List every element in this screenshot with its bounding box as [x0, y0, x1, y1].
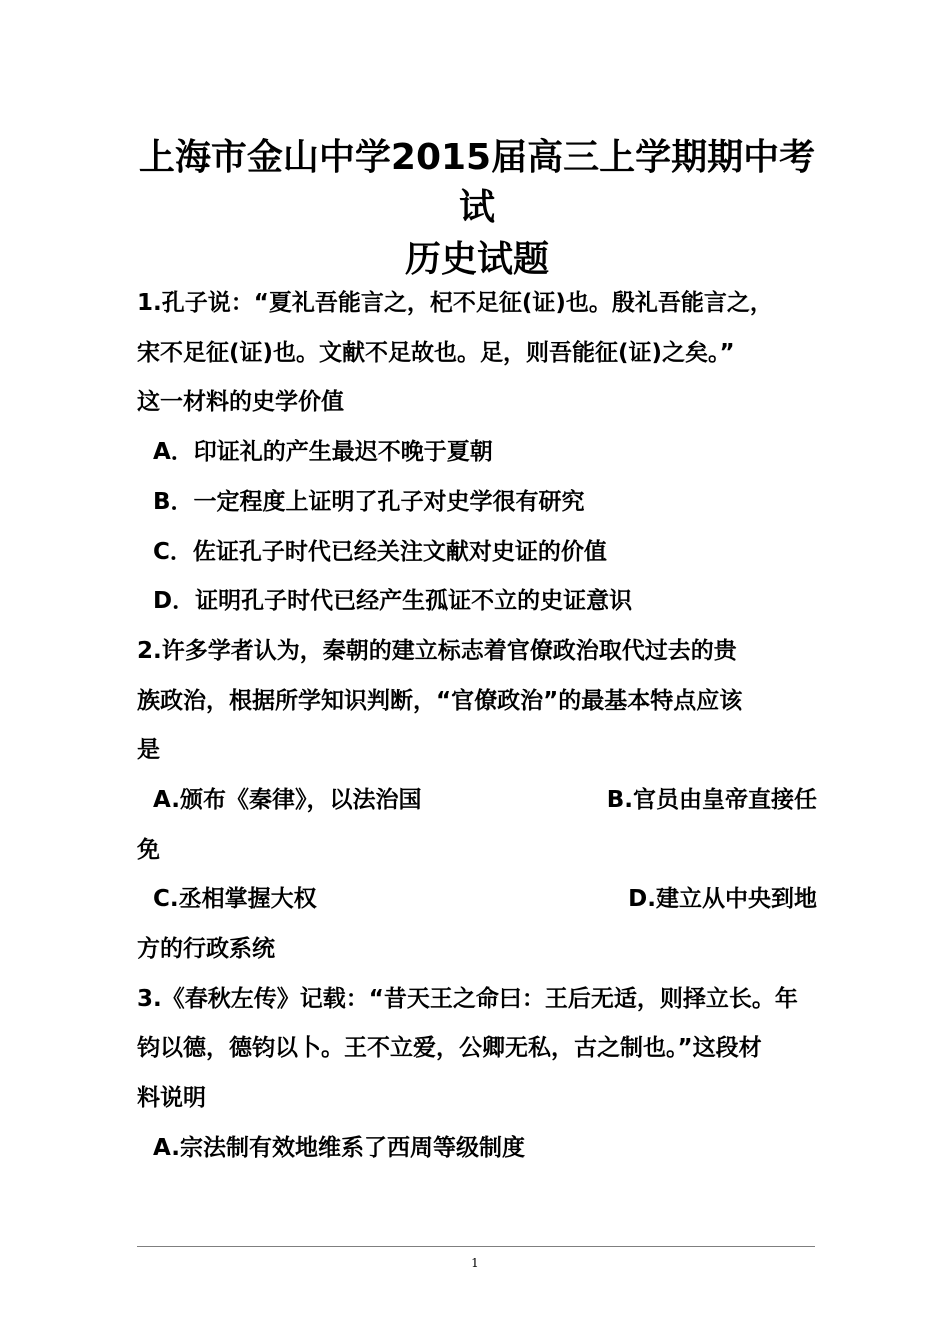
exam-subtitle: 历史试题 — [404, 239, 549, 280]
q1-option-d: D．证明孔子时代已经产生孤证不立的史证意识 — [153, 588, 633, 614]
q1-option-c: C．佐证孔子时代已经关注文献对史证的价值 — [153, 539, 607, 565]
q1-stem-line-3: 这一材料的史学价值 — [137, 389, 344, 415]
q2-option-c: C.丞相掌握大权 — [153, 886, 317, 912]
q1-stem-line-2: 宋不足征(证)也。文献不足故也。足，则吾能征(证)之矣。” — [137, 340, 735, 366]
q1-option-b: B．一定程度上证明了孔子对史学很有研究 — [153, 489, 585, 515]
footer-divider — [137, 1246, 815, 1247]
q2-option-a: A.颁布《秦律》，以法治国 — [153, 787, 422, 813]
exam-title-line-1: 上海市金山中学2015届高三上学期期中考 — [138, 137, 816, 178]
document-page — [137, 0, 817, 1344]
q2-option-b-wrap: 免 — [137, 837, 160, 863]
q2-option-d: D.建立从中央到地 — [628, 886, 817, 912]
q2-stem-line-3: 是 — [137, 737, 160, 763]
q1-stem-line-1: 1.孔子说：“夏礼吾能言之，杞不足征(证)也。殷礼吾能言之， — [137, 290, 773, 316]
q2-stem-line-1: 2.许多学者认为，秦朝的建立标志着官僚政治取代过去的贵 — [137, 638, 737, 664]
q3-option-a: A.宗法制有效地维系了西周等级制度 — [153, 1135, 525, 1161]
q3-stem-line-3: 料说明 — [137, 1085, 206, 1111]
page-number: 1 — [471, 1256, 479, 1270]
q2-stem-line-2: 族政治，根据所学知识判断，“官僚政治”的最基本特点应该 — [137, 688, 743, 714]
q3-stem-line-2: 钧以德，德钧以卜。王不立爱，公卿无私，古之制也。”这段材 — [137, 1035, 762, 1061]
q1-option-a: A．印证礼的产生最迟不晚于夏朝 — [153, 439, 493, 465]
q3-stem-line-1: 3.《春秋左传》记载：“昔天王之命曰：王后无适，则择立长。年 — [137, 986, 798, 1012]
exam-title-line-2: 试 — [458, 187, 495, 228]
q2-option-d-wrap: 方的行政系统 — [137, 936, 275, 962]
q2-option-b: B.官员由皇帝直接任 — [606, 787, 817, 813]
